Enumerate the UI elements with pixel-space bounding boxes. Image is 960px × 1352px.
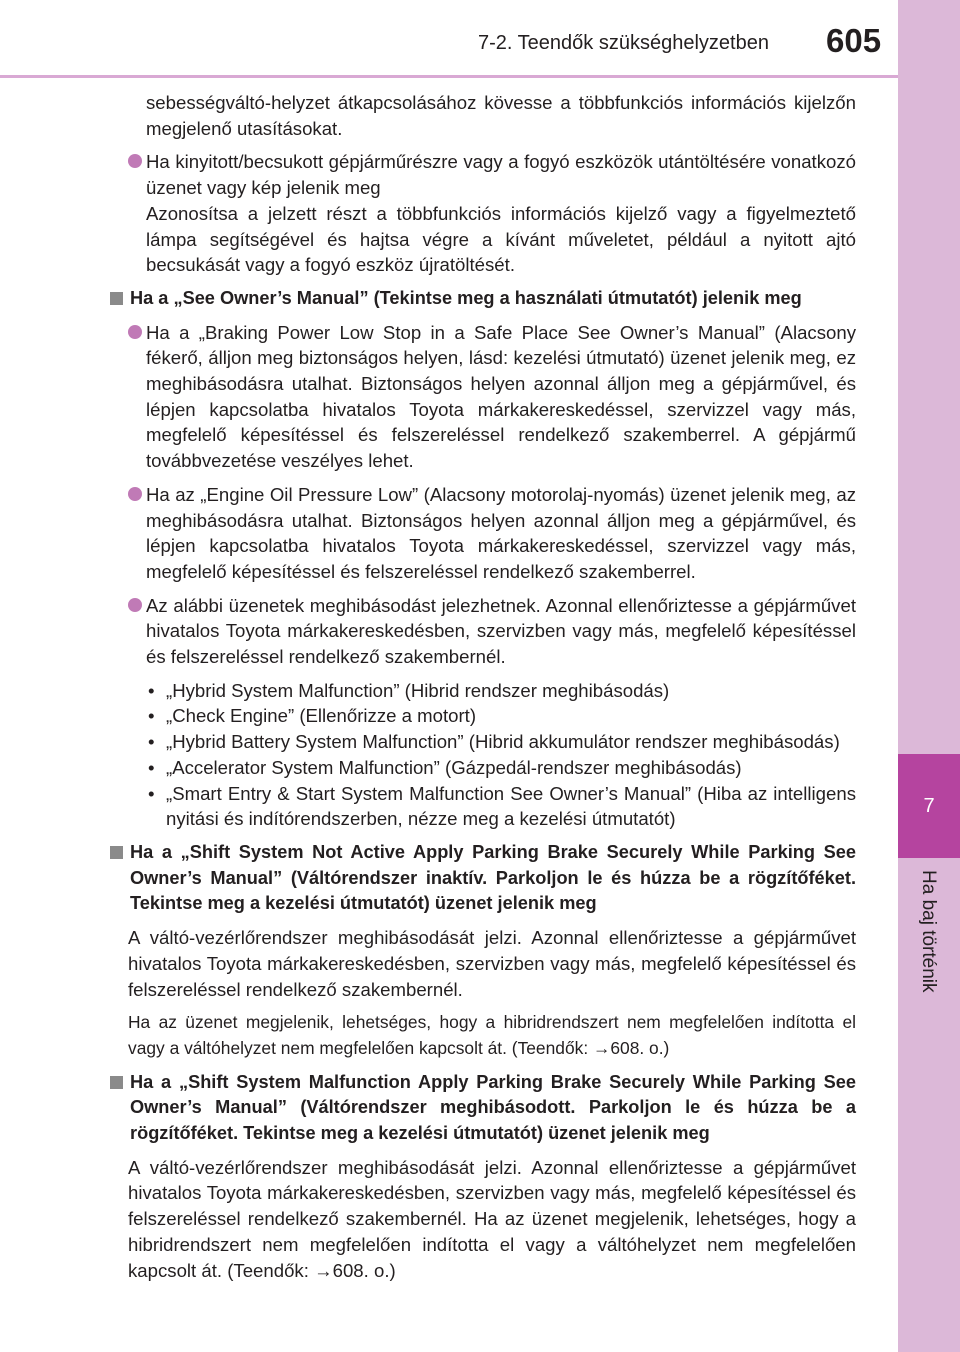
list-dot-icon: • xyxy=(148,782,155,804)
bullet-text: Azonosítsa a jelzett részt a többfunkciós információs kijelző vagy a figyelmeztető lámpa segítségével és hajtsa végre a kívánt műveletet, például a nyitott ajtó becsukását vagy a fogyó eszköz újratöltését. xyxy=(146,202,856,276)
section-heading xyxy=(108,1070,856,1147)
chapter-title: Ha baj történik xyxy=(918,870,939,993)
header-section-title: 7-2. Teendők szükséghelyzetben xyxy=(478,32,769,54)
bullet-item xyxy=(108,149,856,278)
page-number: 605 xyxy=(826,22,882,59)
page-content xyxy=(108,90,856,1291)
body-paragraph: A váltó-vezérlőrendszer meghibásodását jelzi. Azonnal ellenőriztesse a gépjárművet hivatalos Toyota márkakereskedésben, szervizben vagy más, megfelelő képesítéssel és felszereléssel rendelkező szakembernél. Ha az üzenet megjelenik, lehetséges, hogy a hibridrendszert nem megfelelően indította el vagy a váltóhelyzet nem megfelelően kapcsolt át. (Teendők: →608. o.) xyxy=(128,1156,856,1281)
bullet-text: Ha az „Engine Oil Pressure Low” (Alacsony motorolaj-nyomás) üzenet jelenik meg, az meghibásodásra utalhat. Biztonságos helyen azonnal álljon meg a gépjárművel, és lépjen kapcsolatba hivatalos Toyota márkakereskedéssel, szervizzel vagy más, megfelelő képesítéssel és felszereléssel rendelkező szakemberrel. xyxy=(146,483,856,582)
list-dot-icon: • xyxy=(148,705,155,727)
list-item: • „Accelerator System Malfunction” (Gázpedál-rendszer meghibásodás) xyxy=(108,755,856,781)
bullet-dot-icon xyxy=(128,154,142,168)
square-bullet-icon xyxy=(110,292,123,305)
heading-text: Ha a „Shift System Malfunction Apply Parking Brake Securely While Parking See Owner’s Manual” (Váltórendszer meghibásodott. Parkoljon le és húzza be a rögzítőféket. Tekintse meg a kezelési útmutatót) üzenet jelenik meg xyxy=(130,1071,856,1144)
bullet-text: Ha kinyitott/becsukott gépjárműrészre vagy a fogyó eszközök utántöltésére vonatkozó üzenet vagy kép jelenik meg xyxy=(146,151,856,199)
bullet-item xyxy=(108,482,856,585)
section-heading xyxy=(108,286,856,312)
bullet-item xyxy=(108,593,856,670)
heading-text: Ha a „See Owner’s Manual” (Tekintse meg a használati útmutatót) jelenik meg xyxy=(130,287,802,308)
chapter-number: 7 xyxy=(923,794,935,817)
list-dot-icon: • xyxy=(148,679,155,701)
bullet-dot-icon xyxy=(128,487,142,501)
bullet-text: Az alábbi üzenetek meghibásodást jelezhetnek. Azonnal ellenőriztesse a gépjárművet hivatalos Toyota márkakereskedésben, szervizben vagy más, megfelelő képesítéssel és felszereléssel rendelkező szakembernél. xyxy=(146,594,856,668)
intro-continuation: sebességváltó-helyzet átkapcsolásához kövesse a többfunkciós információs kijelzőn megjelenő utasításokat. xyxy=(146,92,856,139)
message-list xyxy=(108,678,856,832)
header-rule xyxy=(0,75,900,78)
chapter-number-tab[interactable] xyxy=(898,754,960,858)
bullet-text: Ha a „Braking Power Low Stop in a Safe Place See Owner’s Manual” (Alacsony fékerő, álljon meg biztonságos helyen, lásd: kezelési útmutató) üzenet jelenik meg, ez meghibásodásra utalhat. Biztonságos helyen azonnal álljon meg a gépjárművel, és lépjen kapcsolatba hivatalos Toyota márkakereskedéssel, szervizzel vagy más, megfelelő képesítéssel és felszereléssel rendelkező szakemberrel. A gépjármű továbbvezetése veszélyes lehet. xyxy=(146,321,856,472)
heading-text: Ha a „Shift System Not Active Apply Parking Brake Securely While Parking See Owner’s Manual” (Váltórendszer inaktív. Parkoljon le és húzza be a rögzítőféket. Tekintse meg a kezelési útmutatót) üzenet jelenik meg xyxy=(130,841,856,914)
bullet-dot-icon xyxy=(128,325,142,339)
list-item: • „Check Engine” (Ellenőrizze a motort) xyxy=(108,703,856,729)
bullet-dot-icon xyxy=(128,598,142,612)
list-dot-icon: • xyxy=(148,756,155,778)
section-heading xyxy=(108,840,856,917)
square-bullet-icon xyxy=(110,1076,123,1089)
list-item: • „Hybrid System Malfunction” (Hibrid rendszer meghibásodás) xyxy=(108,678,856,704)
chapter-title-tab xyxy=(910,870,946,1070)
square-bullet-icon xyxy=(110,846,123,859)
body-paragraph: Ha az üzenet megjelenik, lehetséges, hogy a hibridrendszert nem megfelelően indította el vagy a váltóhelyzet nem megfelelően kapcsolt át. (Teendők: →608. o.) xyxy=(128,1012,856,1058)
body-paragraph: A váltó-vezérlőrendszer meghibásodását jelzi. Azonnal ellenőriztesse a gépjárművet hivatalos Toyota márkakereskedésben, szervizben vagy más, megfelelő képesítéssel és felszereléssel rendelkező szakembernél. xyxy=(128,927,856,1000)
list-dot-icon: • xyxy=(148,731,155,753)
bullet-item xyxy=(108,320,856,474)
list-item: • „Hybrid Battery System Malfunction” (Hibrid akkumulátor rendszer meghibásodás) xyxy=(108,729,856,755)
list-item: • „Smart Entry & Start System Malfunction See Owner’s Manual” (Hiba az intelligens nyitási és indítórendszerben, nézze meg a kezelési útmutatót) xyxy=(148,782,856,830)
side-tab xyxy=(898,0,960,1352)
